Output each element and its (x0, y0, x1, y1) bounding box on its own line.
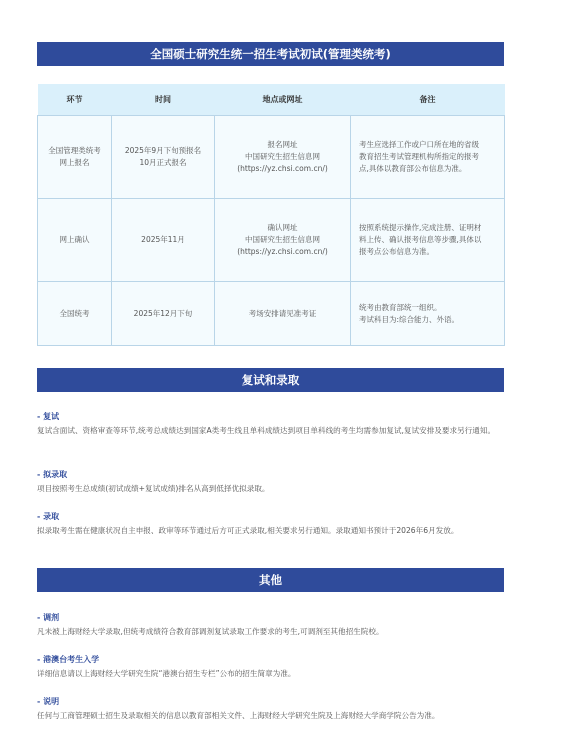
table-row (38, 199, 505, 282)
table-row (38, 282, 505, 346)
header-stage: 环节 (38, 84, 112, 116)
header-time: 时间 (112, 84, 215, 116)
retest-item (37, 511, 507, 537)
cell-line: 网上报名 (59, 158, 90, 167)
cell-place (215, 199, 351, 282)
cell-line: 全国统考 (59, 308, 90, 318)
cell-line: 确认网址 (267, 223, 298, 232)
cell-line: 统考由教育部统一组织。 (359, 302, 442, 312)
cell-stage (38, 282, 112, 346)
item-heading: - 复试 (37, 412, 60, 421)
item-heading: - 调剂 (37, 613, 60, 622)
retest-item (37, 411, 507, 437)
cell-line: 考场安排请见准考证 (248, 308, 317, 318)
registration-url[interactable]: (https://yz.chsi.com.cn/) (237, 164, 328, 173)
cell-time (112, 116, 215, 199)
cell-line: 中国研究生招生信息网 (245, 152, 320, 161)
other-section-title: 其他 (37, 568, 504, 592)
cell-line: 按照系统提示操作,完成注册、证明材 (359, 223, 482, 232)
cell-note (351, 199, 505, 282)
exam-section-title: 全国硕士研究生统一招生考试初试(管理类统考) (37, 42, 504, 66)
cell-line: 点,具体以教育部公布信息为准。 (359, 164, 467, 173)
item-heading: - 录取 (37, 512, 60, 521)
cell-place (215, 282, 351, 346)
other-item (37, 696, 507, 722)
cell-line: 2025年9月下旬预报名 (124, 146, 202, 155)
item-heading: - 拟录取 (37, 470, 68, 479)
cell-line: 料上传、确认报考信息等步骤,具体以 (359, 235, 482, 244)
item-body: 复试含面试、资格审查等环节,统考总成绩达到国家A类考生线且单科成绩达到项目单科线的考生均需参加复试,复试安排及要求另行通知。 (37, 426, 496, 435)
item-body: 任何与工商管理硕士招生及录取相关的信息以教育部相关文件、上海财经大学研究生院及上海财经大学商学院公告为准。 (37, 711, 440, 720)
table-row (38, 116, 505, 199)
table-header-row (38, 84, 505, 116)
item-body: 项目按照考生总成绩(初试成绩+复试成绩)排名从高到低择优拟录取。 (37, 484, 270, 493)
cell-note (351, 282, 505, 346)
item-heading: - 说明 (37, 697, 60, 706)
cell-place (215, 116, 351, 199)
cell-line: 2025年11月 (141, 235, 185, 244)
cell-line: 考试科目为:综合能力、外语。 (359, 314, 460, 324)
cell-line: 中国研究生招生信息网 (245, 235, 320, 244)
cell-stage (38, 116, 112, 199)
cell-stage (38, 199, 112, 282)
cell-line: 报考点公布信息为准。 (359, 247, 434, 256)
cell-line: 考生应选择工作或户口所在地的省级 (359, 140, 479, 149)
cell-line: 教育招生考试管理机构所指定的报考 (359, 152, 479, 161)
cell-line: 10月正式报名 (139, 158, 187, 167)
cell-time (112, 282, 215, 346)
exam-schedule-table (37, 84, 505, 346)
cell-line: 全国管理类统考 (48, 146, 101, 155)
header-note: 备注 (351, 84, 505, 116)
item-body: 拟录取考生需在健康状况自主申报、政审等环节通过后方可正式录取,相关要求另行通知。录取通知书预计于2026年6月发放。 (37, 526, 459, 535)
retest-section-title: 复试和录取 (37, 368, 504, 392)
cell-line: 2025年12月下旬 (133, 308, 193, 318)
cell-note (351, 116, 505, 199)
item-body: 凡未被上海财经大学录取,但统考成绩符合教育部调剂复试录取工作要求的考生,可调剂至其他招生院校。 (37, 627, 384, 636)
confirmation-url[interactable]: (https://yz.chsi.com.cn/) (237, 247, 328, 256)
cell-time (112, 199, 215, 282)
other-item (37, 654, 507, 680)
header-place: 地点或网址 (215, 84, 351, 116)
other-item (37, 612, 507, 638)
cell-line: 报名网址 (267, 140, 298, 149)
item-heading: - 港澳台考生入学 (37, 655, 100, 664)
retest-item (37, 469, 507, 495)
item-body: 详细信息请以上海财经大学研究生院“港澳台招生专栏”公布的招生简章为准。 (37, 669, 296, 678)
cell-line: 网上确认 (59, 235, 90, 244)
